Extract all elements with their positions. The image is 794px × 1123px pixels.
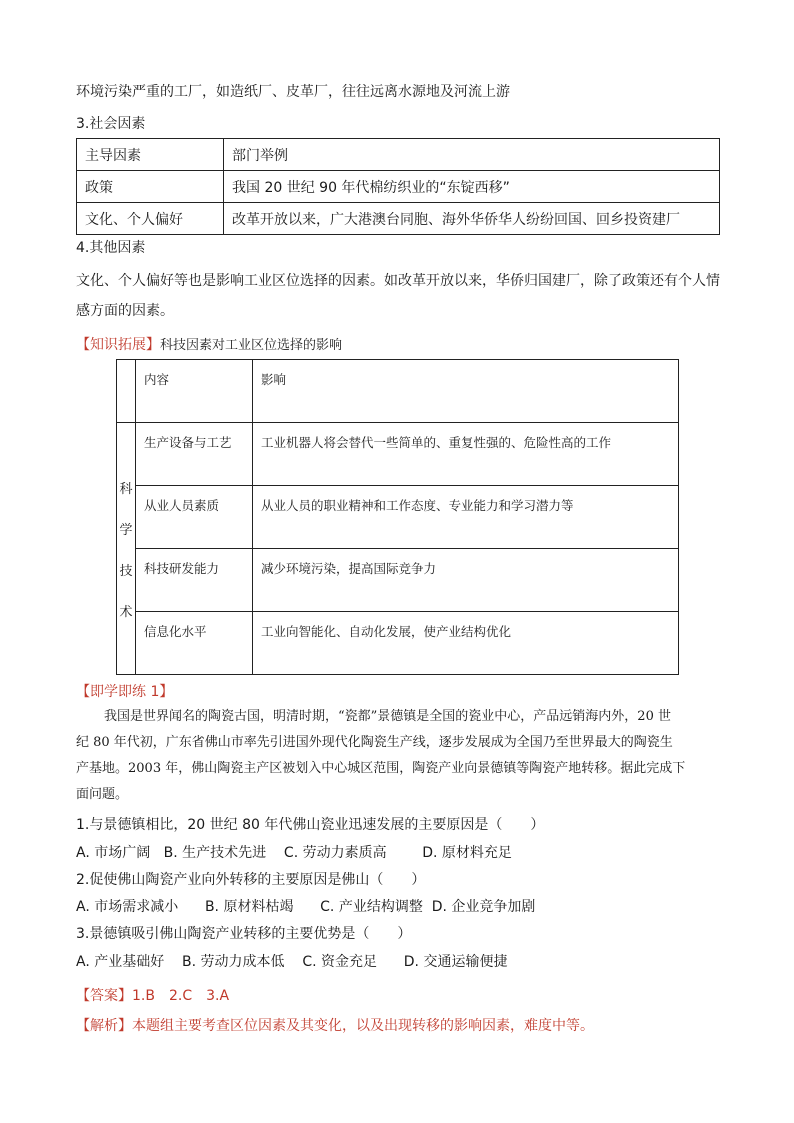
practice-heading	[76, 682, 173, 702]
table-row	[77, 203, 720, 235]
table-corner-cell	[117, 360, 136, 423]
option: A. 市场需求减小	[76, 899, 179, 915]
expansion-tag: 【知识拓展】	[76, 337, 160, 353]
side-label-char: 技	[119, 563, 133, 579]
practice-paragraph-line: 面问题。	[76, 787, 129, 802]
side-label-cell	[117, 423, 136, 675]
table-cell: 信息化水平	[136, 612, 253, 675]
option: B. 劳动力成本低	[182, 954, 285, 970]
option: D. 交通运输便捷	[403, 954, 508, 970]
option: C. 资金充足	[302, 954, 378, 970]
expansion-title: 科技因素对工业区位选择的影响	[160, 338, 343, 353]
table-cell: 工业机器人将会替代一些简单的、重复性强的、危险性高的工作	[253, 423, 679, 486]
knowledge-expansion-heading	[76, 335, 342, 356]
practice-paragraph-line: 产基地。2003 年，佛山陶瓷主产区被划入中心城区范围，陶瓷产业向景德镇等陶瓷产地转移。据此完成下	[76, 761, 686, 776]
option: C. 劳动力素质高	[283, 845, 387, 861]
table-cell: 从业人员素质	[136, 486, 253, 549]
section-heading-other: 4.其他因素	[76, 240, 146, 256]
table-row	[117, 423, 679, 486]
question-3-options	[76, 952, 507, 972]
practice-tag: 【即学即练 1】	[76, 684, 174, 700]
question-1: 1.与景德镇相比，20 世纪 80 年代佛山瓷业迅速发展的主要原因是（ ）	[76, 817, 545, 833]
question-1-options	[76, 843, 512, 863]
question-2: 2.促使佛山陶瓷产业向外转移的主要原因是佛山（ ）	[76, 872, 426, 888]
analysis-line	[76, 1016, 594, 1036]
table-header-row	[77, 139, 720, 171]
table-cell: 减少环境污染，提高国际竞争力	[253, 549, 679, 612]
table-cell: 文化、个人偏好	[77, 203, 224, 235]
option: A. 产业基础好	[76, 954, 165, 970]
table-header-cell: 影响	[253, 360, 679, 423]
side-label-char: 术	[119, 604, 133, 620]
tech-factors-table	[116, 359, 679, 675]
option: B. 原材料枯竭	[204, 899, 294, 915]
table-header-cell: 部门举例	[224, 139, 720, 171]
table-row	[117, 486, 679, 549]
practice-paragraph-line: 我国是世界闻名的陶瓷古国，明清时期，“瓷都”景德镇是全国的瓷业中心，产品远销海内外，20 世	[104, 709, 671, 724]
answer-line	[76, 986, 229, 1006]
side-label-char: 科	[119, 481, 133, 497]
table-cell: 科技研发能力	[136, 549, 253, 612]
practice-paragraph-line: 纪 80 年代初，广东省佛山市率先引进国外现代化陶瓷生产线，逐步发展成为全国乃至世界最大的陶瓷生	[76, 735, 673, 750]
table-row	[117, 549, 679, 612]
table-row	[117, 612, 679, 675]
answer-tag: 【答案】	[76, 988, 132, 1004]
intro-line: 环境污染严重的工厂，如造纸厂、皮革厂，往往远离水源地及河流上游	[76, 84, 510, 100]
option: D. 原材料充足	[422, 845, 512, 861]
question-2-options	[76, 897, 535, 917]
table-cell: 政策	[77, 171, 224, 203]
table-cell: 我国 20 世纪 90 年代棉纺织业的“东锭西移”	[224, 171, 720, 203]
option: B. 生产技术先进	[163, 845, 267, 861]
option: D. 企业竞争加剧	[431, 899, 536, 915]
option: A. 市场广阔	[76, 845, 151, 861]
question-3: 3.景德镇吸引佛山陶瓷产业转移的主要优势是（ ）	[76, 926, 412, 942]
answer-text: 1.B 2.C 3.A	[132, 988, 230, 1004]
table-cell: 改革开放以来，广大港澳台同胞、海外华侨华人纷纷回国、回乡投资建厂	[224, 203, 720, 235]
social-factors-table	[76, 138, 720, 235]
table-cell: 工业向智能化、自动化发展，使产业结构优化	[253, 612, 679, 675]
table-row	[77, 171, 720, 203]
analysis-text: 本题组主要考查区位因素及其变化，以及出现转移的影响因素，难度中等。	[132, 1018, 594, 1034]
table-cell: 从业人员的职业精神和工作态度、专业能力和学习潜力等	[253, 486, 679, 549]
paragraph-line: 文化、个人偏好等也是影响工业区位选择的因素。如改革开放以来，华侨归国建厂，除了政策还有个人情	[76, 273, 720, 289]
option: C. 产业结构调整	[320, 899, 423, 915]
paragraph-line: 感方面的因素。	[76, 303, 174, 319]
section-heading-social: 3.社会因素	[76, 116, 146, 132]
table-header-cell: 内容	[136, 360, 253, 423]
table-cell: 生产设备与工艺	[136, 423, 253, 486]
analysis-tag: 【解析】	[76, 1018, 132, 1034]
table-header-row	[117, 360, 679, 423]
table-header-cell: 主导因素	[77, 139, 224, 171]
side-label-char: 学	[119, 522, 133, 538]
